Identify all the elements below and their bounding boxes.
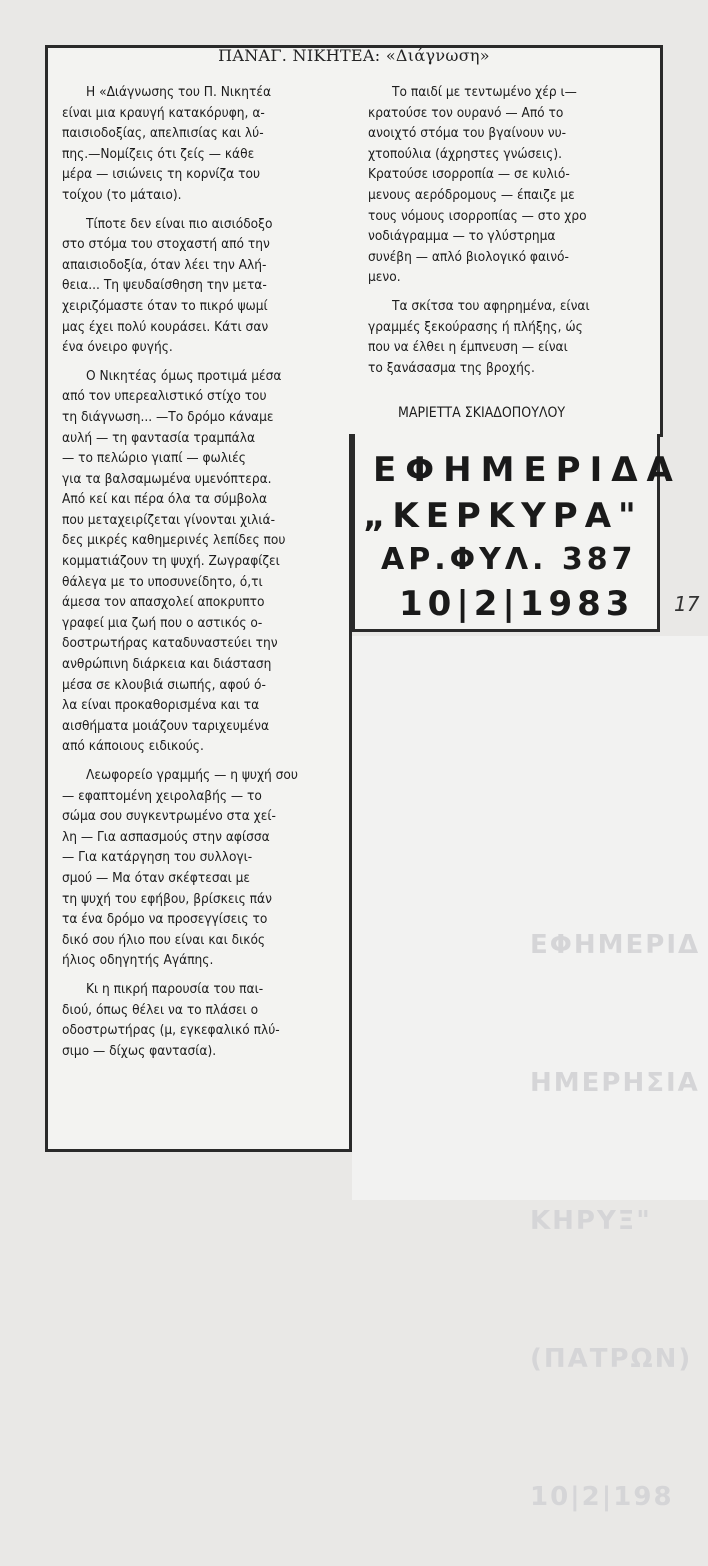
text-line: Τα σκίτσα του αφηρημένα, είναι bbox=[392, 297, 590, 314]
text-line: διού, όπως θέλει να το πλάσει ο bbox=[62, 1001, 259, 1018]
paragraph bbox=[62, 979, 344, 1061]
text-line: που μεταχειρίζεται γίνονται χιλιά- bbox=[62, 511, 276, 528]
paragraph-gap bbox=[62, 757, 344, 765]
text-line: είναι μια κραυγή κατακόρυφη, α- bbox=[62, 104, 265, 121]
text-line: αυλή — τη φαντασία τραμπάλα bbox=[62, 429, 256, 446]
text-line: λη — Για ασπασμούς στην αφίσσα bbox=[62, 828, 270, 845]
text-line: ήλιος οδηγητής Αγάπης. bbox=[62, 952, 214, 969]
text-line: θεια... Τη ψευδαίσθηση την μετα- bbox=[62, 277, 267, 294]
text-line: κομματιάζουν τη ψυχή. Ζωγραφίζει bbox=[62, 553, 280, 570]
text-line: τη διάγνωση... —Το δρόμο κάναμε bbox=[62, 408, 274, 425]
text-line: παισιοδοξίας, απελπισίας και λύ- bbox=[62, 125, 264, 142]
text-line: μέρα — ισιώνεις τη κορνίζα του bbox=[62, 166, 261, 183]
text-line: σώμα σου συγκεντρωμένο στα χεί- bbox=[62, 808, 276, 825]
text-line: τη ψυχή του εφήβου, βρίσκεις πάν bbox=[62, 890, 272, 907]
text-line: ανοιχτό στόμα του βγαίνουν νυ- bbox=[368, 125, 567, 142]
text-line: νοδιάγραμμα — το γλύστρημα bbox=[368, 228, 556, 245]
text-line: στο στόμα του στοχαστή από την bbox=[62, 236, 270, 253]
bleed-through-stamp: ΕΦΗΜΕΡΙΔ ΗΜΕΡΗΣΙΑ ΚΗΡΥΞ" (ΠΑΤΡΩΝ) 10|2|198 bbox=[530, 930, 701, 1512]
text-line: τοίχου (το μάταιο). bbox=[62, 186, 182, 203]
text-line: πης.—Νομίζεις ότι ζείς — κάθε bbox=[62, 145, 255, 162]
left-column-text bbox=[62, 82, 344, 1061]
text-line: — εφαπτομένη χειρολαβής — το bbox=[62, 787, 262, 804]
archive-stamp bbox=[352, 434, 682, 632]
stamp-line: 10|2|1983 bbox=[399, 584, 635, 624]
text-line: θάλεγα με το υποσυνείδητο, ό,τι bbox=[62, 573, 263, 590]
paragraph bbox=[62, 82, 344, 206]
author-byline: ΜΑΡΙΕΤΤΑ ΣΚΙΑΔΟΠΟΥΛΟΥ bbox=[398, 405, 566, 421]
text-line: χειριζόμαστε όταν το πικρό ψωμί bbox=[62, 297, 268, 314]
text-line: δικό σου ήλιο που είναι και δικός bbox=[62, 931, 266, 948]
text-line: το ξανάσασμα της βροχής. bbox=[368, 359, 535, 376]
text-line: Κι η πικρή παρουσία του παι- bbox=[86, 980, 264, 997]
text-line: Από κεί και πέρα όλα τα σύμβολα bbox=[62, 491, 268, 508]
right-column-text bbox=[368, 82, 654, 378]
page-number: 17 bbox=[674, 592, 700, 616]
paragraph bbox=[62, 214, 344, 358]
paragraph bbox=[368, 82, 654, 288]
paragraph-gap bbox=[368, 288, 654, 296]
paragraph-gap bbox=[62, 206, 344, 214]
paragraph-gap bbox=[62, 971, 344, 979]
text-line: σμού — Μα όταν σκέφτεσαι με bbox=[62, 869, 251, 886]
text-line: από κάποιους ειδικούς. bbox=[62, 738, 204, 755]
headline: ΠΑΝΑΓ. ΝΙΚΗΤΕΑ: «Διάγνωση» bbox=[218, 46, 490, 65]
text-line: για τα βαλσαμωμένα υμενόπτερα. bbox=[62, 470, 272, 487]
text-line: Τίποτε δεν είναι πιο αισιόδοξο bbox=[86, 215, 273, 232]
text-line: γραφεί μια ζωή που ο αστικός ο- bbox=[62, 614, 263, 631]
text-line: σιμο — δίχως φαντασία). bbox=[62, 1042, 217, 1059]
text-line: γραμμές ξεκούρασης ή πλήξης, ώς bbox=[368, 318, 583, 335]
text-line: Η «Διάγνωσης του Π. Νικητέα bbox=[86, 84, 272, 100]
text-line: δοστρωτήρας καταδυναστεύει την bbox=[62, 635, 278, 652]
text-line: μας έχει πολύ κουράσει. Κάτι σαν bbox=[62, 318, 269, 335]
paragraph bbox=[62, 366, 344, 757]
text-line: Το παιδί με τεντωμένο χέρ ι— bbox=[392, 84, 577, 100]
text-line: ένα όνειρο φυγής. bbox=[62, 339, 173, 356]
text-line: απαισιοδοξία, όταν λέει την Αλή- bbox=[62, 256, 267, 273]
text-line: άμεσα τον απασχολεί αποκρυπτο bbox=[62, 594, 265, 611]
text-line: κρατούσε τον ουρανό — Από το bbox=[368, 104, 564, 121]
text-line: ανθρώπινη διάρκεια και διάσταση bbox=[62, 656, 272, 673]
text-line: λα είναι προκαθορισμένα και τα bbox=[62, 697, 260, 714]
paragraph bbox=[368, 296, 654, 378]
text-line: — το πελώριο γιαπί — φωλιές bbox=[62, 450, 246, 467]
text-line: οδοστρωτήρας (μ, εγκεφαλικό πλύ- bbox=[62, 1022, 280, 1039]
stamp-line: ΑΡ.ΦΥΛ. 387 bbox=[381, 542, 637, 577]
text-line: τους νόμους ισορροπίας — στο χρο bbox=[368, 207, 587, 224]
text-line: — Για κατάργηση του συλλογι- bbox=[62, 849, 253, 866]
text-line: τα ένα δρόμο να προσεγγίσεις το bbox=[62, 911, 268, 928]
text-line: μέσα σε κλουβιά σιωπής, αφού ό- bbox=[62, 676, 266, 693]
text-line: αισθήματα μοιάζουν ταριχευμένα bbox=[62, 717, 270, 734]
text-line: μενους αερόδρομους — έπαιζε με bbox=[368, 186, 575, 203]
text-line: συνέβη — απλό βιολογικό φαινό- bbox=[368, 248, 569, 265]
text-line: που να έλθει η έμπνευση — είναι bbox=[368, 339, 568, 356]
stamp-line: „ΚΕΡΚΥΡΑ" bbox=[363, 496, 643, 536]
text-line: Λεωφορείο γραμμής — η ψυχή σου bbox=[86, 767, 298, 783]
text-line: από τον υπερεαλιστικό στίχο του bbox=[62, 388, 267, 405]
text-line: Ο Νικητέας όμως προτιμά μέσα bbox=[86, 367, 282, 384]
text-line: Κρατούσε ισορροπία — σε κυλιό- bbox=[368, 166, 570, 183]
stamp-line: ΕΦΗΜΕΡΙΔΑ bbox=[373, 450, 682, 490]
text-line: χτοπούλια (άχρηστες γνώσεις). bbox=[368, 145, 562, 162]
text-line: μενο. bbox=[368, 269, 401, 286]
text-line: δες μικρές καθημερινές λεπίδες που bbox=[62, 532, 286, 549]
paragraph bbox=[62, 765, 344, 971]
paragraph-gap bbox=[62, 358, 344, 366]
